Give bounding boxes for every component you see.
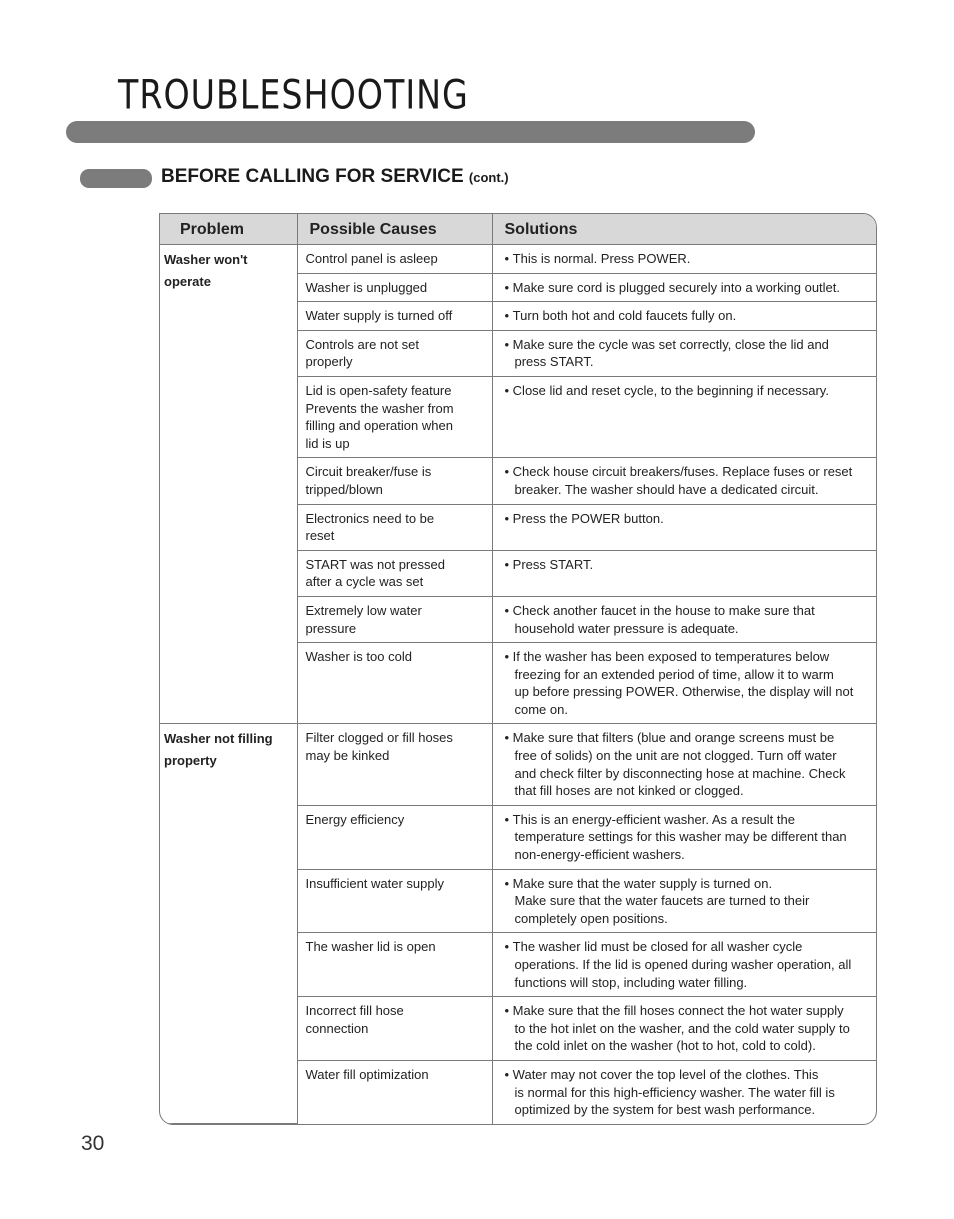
solution-text: • Press START. xyxy=(505,556,869,574)
cause-text: Washer is unplugged xyxy=(305,279,428,295)
table-header-row xyxy=(160,214,876,245)
solution-cell xyxy=(492,643,876,724)
solution-text: • Press the POWER button. xyxy=(505,510,869,528)
solution-cell xyxy=(492,302,876,331)
cause-cell xyxy=(297,245,492,274)
cause-cell xyxy=(297,330,492,376)
cause-cell xyxy=(297,273,492,302)
solution-cell xyxy=(492,869,876,933)
solution-text: • This is normal. Press POWER. xyxy=(505,250,869,268)
cause-text: START was not pressed after a cycle was set xyxy=(305,556,445,590)
solution-text: • If the washer has been exposed to temperatures below freezing for an extended period of time, allow it to warm up before pressing POWER. Otherwise, the display will not come on. xyxy=(505,648,869,718)
solution-text: • Check another faucet in the house to make sure that household water pressure is adequate. xyxy=(505,602,869,637)
troubleshooting-table xyxy=(159,213,877,1125)
problem-cell xyxy=(160,724,297,1124)
cause-cell xyxy=(297,1060,492,1123)
section-heading xyxy=(161,166,509,188)
cause-text: Incorrect fill hose connection xyxy=(305,1003,404,1036)
cause-text: Electronics need to be reset xyxy=(305,510,435,544)
section-title: BEFORE CALLING FOR SERVICE xyxy=(161,166,464,187)
cause-text: Extremely low water pressure xyxy=(305,602,422,636)
cause-text: Water supply is turned off xyxy=(305,308,453,324)
solution-cell xyxy=(492,1060,876,1123)
solution-cell xyxy=(492,376,876,457)
solution-cell xyxy=(492,724,876,805)
problem-cell xyxy=(160,245,297,724)
cause-cell xyxy=(297,869,492,933)
problem-label: Washer not filling property xyxy=(164,731,273,769)
cause-text: Washer is too cold xyxy=(305,649,412,665)
table-row xyxy=(160,724,876,805)
title-underline-bar xyxy=(66,121,755,143)
solution-cell xyxy=(492,330,876,376)
solution-cell xyxy=(492,550,876,596)
header-possible-causes: Possible Causes xyxy=(297,214,492,245)
page-title: TROUBLESHOOTING xyxy=(118,72,469,119)
cause-cell xyxy=(297,550,492,596)
solution-text: • Check house circuit breakers/fuses. Replace fuses or reset breaker. The washer should have a dedicated circuit. xyxy=(505,463,869,498)
header-problem: Problem xyxy=(160,214,297,245)
cause-text: Controls are not set properly xyxy=(305,336,419,370)
cause-text: Lid is open-safety feature Prevents the washer from filling and operation when lid is up xyxy=(305,382,454,451)
solution-cell xyxy=(492,245,876,274)
solution-text: • Make sure that the fill hoses connect the hot water supply to the hot inlet on the washer, and the cold water supply to the cold inlet on the washer (hot to hot, cold to cold). xyxy=(505,1002,869,1055)
solution-cell xyxy=(492,933,876,997)
cause-text: Water fill optimization xyxy=(305,1066,429,1082)
solution-text: • Water may not cover the top level of the clothes. This is normal for this high-efficiency washer. The water fill is optimized by the system for best wash performance. xyxy=(505,1066,869,1119)
solution-text: • Make sure that the water supply is turned on. Make sure that the water faucets are turned to their completely open positions. xyxy=(505,875,869,928)
solution-cell xyxy=(492,596,876,642)
solution-cell xyxy=(492,504,876,550)
cause-text: Insufficient water supply xyxy=(305,875,444,891)
section-suffix: (cont.) xyxy=(468,170,509,185)
solution-cell xyxy=(492,805,876,869)
section-marker xyxy=(80,169,152,188)
cause-cell xyxy=(297,933,492,997)
cause-cell xyxy=(297,724,492,805)
table-body xyxy=(160,245,876,1124)
cause-cell xyxy=(297,805,492,869)
cause-text: Filter clogged or fill hoses may be kinked xyxy=(305,730,453,764)
solution-cell xyxy=(492,458,876,504)
cause-cell xyxy=(297,997,492,1061)
cause-cell xyxy=(297,302,492,331)
solution-text: • Make sure that filters (blue and orange screens must be free of solids) on the unit are not clogged. Turn off water and check filter by disconnecting hose at machine. Check that fill hoses are not kinked or clogged. xyxy=(505,729,869,799)
solution-cell xyxy=(492,273,876,302)
solution-text: • Make sure cord is plugged securely into a working outlet. xyxy=(505,279,869,297)
cause-text: Control panel is asleep xyxy=(305,251,438,266)
cause-cell xyxy=(297,596,492,642)
cause-text: The washer lid is open xyxy=(305,939,436,955)
cause-text: Circuit breaker/fuse is tripped/blown xyxy=(305,464,432,497)
solution-text: • Close lid and reset cycle, to the beginning if necessary. xyxy=(505,382,869,400)
cause-cell xyxy=(297,376,492,457)
cause-cell xyxy=(297,458,492,504)
cause-text: Energy efficiency xyxy=(305,811,405,827)
solution-text: • Make sure the cycle was set correctly, close the lid and press START. xyxy=(505,336,869,371)
solution-text: • Turn both hot and cold faucets fully on. xyxy=(505,307,869,325)
problem-label: Washer won't operate xyxy=(164,252,248,289)
page-number: 30 xyxy=(81,1132,105,1155)
cause-cell xyxy=(297,504,492,550)
solution-text: • This is an energy-efficient washer. As a result the temperature settings for this washer may be different than non-energy-efficient washers. xyxy=(505,811,869,864)
table-row xyxy=(160,245,876,274)
solution-cell xyxy=(492,997,876,1061)
header-solutions: Solutions xyxy=(492,214,876,245)
solution-text: • The washer lid must be closed for all washer cycle operations. If the lid is opened during washer operation, all functions will stop, including water filling. xyxy=(505,938,869,991)
cause-cell xyxy=(297,643,492,724)
